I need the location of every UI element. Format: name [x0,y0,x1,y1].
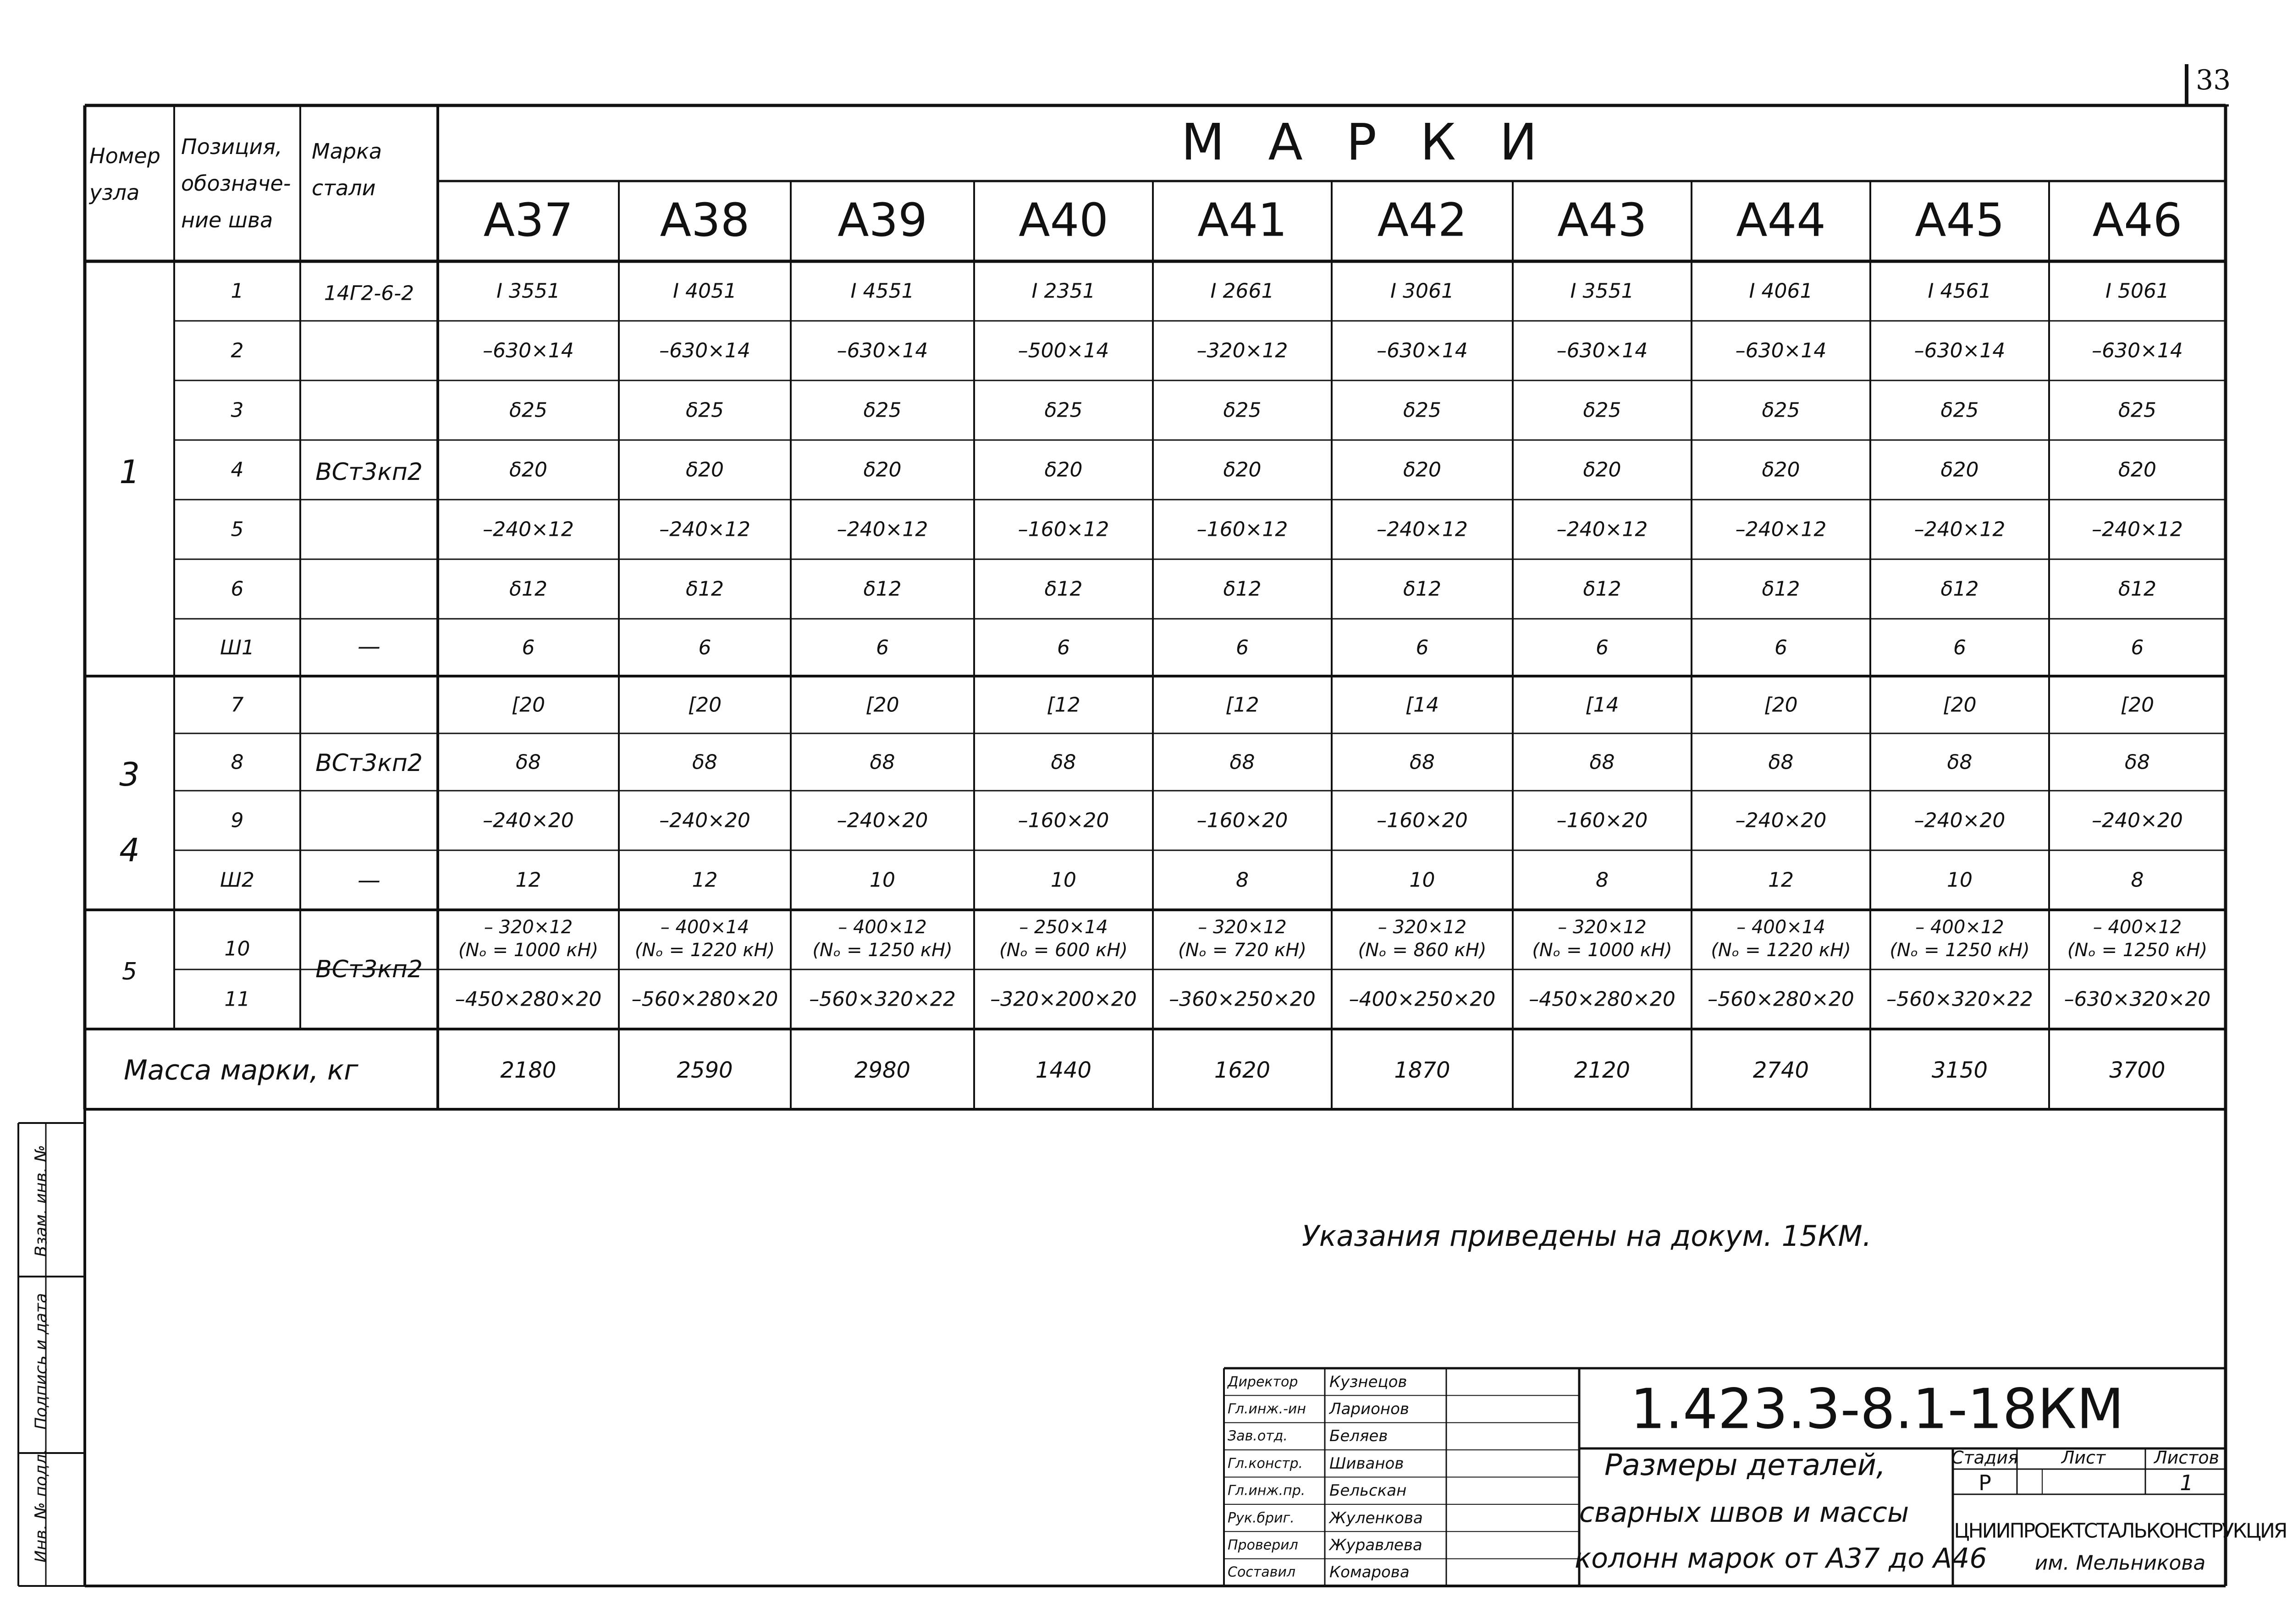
table-cell: δ12 [1223,577,1262,601]
node-number: 1 [119,453,140,491]
header-steel: Марка стали [312,139,382,200]
table-cell: –630×320×20 [2064,987,2211,1011]
mass-value: 1870 [1394,1057,1450,1083]
mark-header: А43 [1557,193,1647,247]
table-cell: –450×280×20 [1529,987,1675,1011]
table-cell: 6 [1953,636,1966,659]
table-cell: –240×20 [483,809,574,832]
table-cell: –630×14 [659,339,750,363]
steel-grade: 14Г2-6-2 [324,281,414,305]
stage-label: Стадия [1951,1448,2018,1468]
table-cell: –240×12 [1377,517,1468,541]
mass-value: 2180 [500,1057,557,1083]
table-cell: [20 [511,693,546,716]
table-cell: [12 [1225,693,1259,716]
table-cell: δ25 [1223,398,1262,422]
table-cell: δ25 [686,398,724,422]
table-cell: –560×320×22 [809,987,956,1011]
table-cell: δ20 [2118,458,2156,482]
table-cell: –630×14 [1556,339,1648,363]
doc-title-3: колонн марок от А37 до А46 [1575,1542,1987,1574]
marks-title: М А Р К И [1181,113,1551,171]
table-cell: 6 [1057,636,1070,659]
table-cell: I 4551 [850,279,915,303]
table-cell: I 2351 [1031,279,1096,303]
table-cell: δ25 [509,398,547,422]
table-cell: –160×20 [1377,809,1468,832]
stamp-role: Гл.констр. [1228,1455,1303,1472]
table-cell: [20 [688,693,722,716]
stamp-role: Гл.инж.пр. [1228,1482,1306,1499]
table-cell-note: (Nₒ = 1220 кН) [1711,940,1851,961]
table-cell: δ8 [1768,750,1794,774]
node-number: 3 [119,756,140,793]
table-cell-note: (Nₒ = 1000 кН) [458,940,599,961]
table-cell: δ8 [1051,750,1076,774]
table-cell: –630×14 [1735,339,1827,363]
stamp-name: Шиванов [1329,1454,1404,1473]
sheets-value: 1 [2180,1470,2193,1495]
side-label-sign: Подпись и дата [32,1293,51,1430]
table-cell: I 2661 [1210,279,1274,303]
table-cell: δ25 [1940,398,1979,422]
mark-header: А41 [1197,193,1287,247]
position-cell: 8 [231,750,244,774]
stamp-role: Директор [1228,1374,1298,1390]
table-cell: I 5061 [2105,279,2169,303]
table-cell: I 4061 [1749,279,1813,303]
table-cell: [14 [1405,693,1439,716]
table-cell: δ20 [863,458,902,482]
stamp-role: Зав.отд. [1228,1428,1288,1444]
table-cell: δ25 [863,398,902,422]
position-cell: Ш2 [220,868,255,892]
table-cell: δ20 [1583,458,1621,482]
table-cell: –630×14 [837,339,928,363]
table-cell: 10 [1409,868,1435,892]
table-cell: –320×12 [1196,339,1288,363]
table-cell: 6 [522,636,535,659]
table-cell: – 400×14 [1736,917,1825,938]
table-cell: δ8 [1410,750,1435,774]
steel-grade: ВСт3кп2 [315,749,423,777]
table-cell: δ8 [516,750,541,774]
side-label-inv: Инв. № подл. [32,1448,51,1563]
table-cell: –560×320×22 [1886,987,2033,1011]
table-cell: δ12 [509,577,547,601]
doc-title-1: Размеры деталей, [1604,1448,1886,1482]
table-cell: [20 [2120,693,2155,716]
table-cell: – 400×14 [660,917,749,938]
table-cell: 10 [870,868,895,892]
mark-header: А37 [483,193,573,247]
table-cell: 6 [1774,636,1787,659]
table-cell-note: (Nₒ = 1250 кН) [1890,940,2030,961]
table-cell-note: (Nₒ = 720 кН) [1178,940,1306,961]
table-cell: δ8 [870,750,895,774]
header-node-no: Номер узла [89,143,160,205]
table-cell: I 3551 [496,279,560,303]
table-cell: δ20 [686,458,724,482]
position-cell: 1 [231,279,244,303]
table-cell: – 400×12 [2093,917,2182,938]
table-cell: δ12 [1940,577,1979,601]
table-cell: δ8 [1229,750,1255,774]
table-cell-note: (Nₒ = 1000 кН) [1532,940,1672,961]
table-cell: –240×20 [837,809,928,832]
table-cell: –560×280×20 [631,987,778,1011]
position-cell: Ш1 [220,636,255,659]
stamp-name: Беляев [1329,1427,1388,1446]
table-cell: [20 [1943,693,1977,716]
mark-header: А44 [1736,193,1826,247]
table-cell: δ25 [1044,398,1083,422]
table-cell-note: (Nₒ = 1250 кН) [812,940,953,961]
org-name-2: им. Мельникова [2034,1551,2206,1575]
steel-grade: ВСт3кп2 [315,956,423,983]
org-name: ЦНИИПРОЕКТСТАЛЬКОНСТРУКЦИЯ [1954,1519,2287,1543]
table-cell: δ12 [1044,577,1083,601]
mass-value: 1440 [1035,1057,1092,1083]
table-cell: δ25 [1762,398,1800,422]
mark-header: А38 [660,193,750,247]
table-cell: –240×20 [1914,809,2006,832]
table-cell: δ20 [509,458,547,482]
steel-grade: ВСт3кп2 [315,458,423,486]
table-cell: –630×14 [483,339,574,363]
sheets-label: Листов [2154,1448,2219,1468]
table-cell: δ25 [1403,398,1441,422]
table-cell: – 320×12 [484,917,573,938]
table-cell: [20 [1764,693,1798,716]
table-cell: 8 [2131,868,2144,892]
table-cell: [20 [865,693,899,716]
table-cell: 8 [1236,868,1249,892]
table-cell: –160×20 [1196,809,1288,832]
mass-value: 3700 [2109,1057,2166,1083]
table-cell: 12 [1768,868,1794,892]
table-cell: 10 [1051,868,1076,892]
table-cell: –240×12 [1556,517,1648,541]
table-cell: δ20 [1940,458,1979,482]
stamp-role: Проверил [1228,1537,1298,1553]
table-cell: –630×14 [1914,339,2006,363]
mass-value: 1620 [1214,1057,1271,1083]
table-cell: 6 [698,636,711,659]
table-cell: –240×12 [659,517,750,541]
table-cell: 6 [876,636,889,659]
mass-value: 2980 [854,1057,911,1083]
table-cell: –160×12 [1196,517,1288,541]
table-cell: δ25 [2118,398,2156,422]
table-cell: 12 [692,868,718,892]
node-number: 5 [121,958,138,985]
table-cell: δ8 [692,750,717,774]
table-cell: –630×14 [1377,339,1468,363]
position-cell: 4 [231,458,244,482]
table-cell: δ12 [2118,577,2156,601]
table-cell: –160×20 [1556,809,1648,832]
table-cell: – 400×12 [838,917,927,938]
table-cell: δ8 [1589,750,1615,774]
table-cell: δ12 [1762,577,1800,601]
table-cell: –450×280×20 [455,987,602,1011]
table-cell: – 320×12 [1198,917,1287,938]
position-cell: 3 [231,398,244,422]
stamp-name: Жуленкова [1329,1508,1423,1527]
node-number: 4 [119,831,140,869]
header-position: Позиция, обозначе- ние шва [181,134,291,232]
table-cell: δ12 [1583,577,1621,601]
table-cell: –320×200×20 [990,987,1137,1011]
table-cell: [14 [1585,693,1619,716]
mass-value: 3150 [1931,1057,1988,1083]
mark-header: А45 [1915,193,2005,247]
stamp-role: Рук.бриг. [1228,1510,1295,1526]
table-cell: –240×12 [1914,517,2006,541]
table-cell-note: (Nₒ = 1220 кН) [634,940,775,961]
position-cell: 6 [231,577,244,601]
table-cell: 10 [1947,868,1973,892]
table-cell: –360×250×20 [1169,987,1316,1011]
position-cell: 2 [231,339,244,363]
side-label-swap: Взам. инв. № [32,1145,51,1257]
stamp-name: Бельскан [1329,1481,1407,1500]
table-cell: – 320×12 [1558,917,1647,938]
table-cell-note: (Nₒ = 1250 кН) [2067,940,2208,961]
table-cell: –240×20 [2092,809,2183,832]
table-cell: δ12 [863,577,902,601]
table-cell: –630×14 [2092,339,2183,363]
doc-code: 1.423.3-8.1-18КМ [1630,1377,2124,1442]
table-cell: – 400×12 [1915,917,2004,938]
stamp-name: Ларионов [1329,1400,1409,1419]
table-cell: – 320×12 [1378,917,1467,938]
table-cell: –400×250×20 [1349,987,1496,1011]
table-cell: I 4561 [1928,279,1992,303]
mark-header: А46 [2092,193,2182,247]
note-text: Указания приведены на докум. 15КМ. [1302,1219,1872,1253]
stamp-name: Кузнецов [1329,1372,1407,1391]
position-cell: 11 [224,987,250,1011]
table-cell: δ8 [2125,750,2150,774]
table-cell: –560×280×20 [1708,987,1854,1011]
position-cell: 7 [231,693,244,716]
table-cell: –240×12 [483,517,574,541]
table-cell: δ12 [1403,577,1441,601]
mark-header: А40 [1019,193,1108,247]
table-cell: –240×20 [659,809,750,832]
table-cell: δ25 [1583,398,1621,422]
table-cell: δ20 [1762,458,1800,482]
table-cell-note: (Nₒ = 860 кН) [1358,940,1487,961]
table-cell: – 250×14 [1019,917,1108,938]
table-cell: δ12 [686,577,724,601]
mark-header: А42 [1377,193,1467,247]
table-cell: δ20 [1044,458,1083,482]
table-cell: –160×12 [1018,517,1109,541]
table-cell: –240×12 [837,517,928,541]
position-cell: 9 [231,809,244,832]
mass-value: 2590 [677,1057,733,1083]
table-cell: δ20 [1223,458,1262,482]
position-cell: 10 [224,937,250,961]
table-cell: –240×20 [1735,809,1827,832]
stamp-name: Журавлева [1329,1536,1422,1554]
table-cell: 6 [1416,636,1429,659]
mass-value: 2740 [1752,1057,1809,1083]
mark-header: А39 [838,193,927,247]
dash-cell: — [358,633,380,660]
stage-value: Р [1978,1470,1991,1495]
table-cell: 6 [2131,636,2144,659]
table-cell: 6 [1236,636,1249,659]
table-cell: 12 [515,868,541,892]
sheet-label: Лист [2061,1448,2106,1468]
table-cell: I 3061 [1390,279,1454,303]
table-cell-note: (Nₒ = 600 кН) [999,940,1128,961]
stamp-name: Комарова [1329,1563,1410,1582]
table-cell: –160×20 [1018,809,1109,832]
table-cell: –240×12 [1735,517,1827,541]
stamp-role: Составил [1228,1564,1296,1580]
table-cell: –240×12 [2092,517,2183,541]
table-cell: –500×14 [1018,339,1109,363]
mass-label: Масса марки, кг [124,1054,358,1086]
page-number: 33 [2196,64,2231,96]
mass-value: 2120 [1574,1057,1631,1083]
table-cell: 6 [1596,636,1609,659]
doc-title-2: сварных швов и массы [1579,1497,1909,1529]
table-cell: δ8 [1947,750,1973,774]
stamp-role: Гл.инж.-ин [1228,1401,1306,1417]
table-cell: δ20 [1403,458,1441,482]
table-cell: 8 [1596,868,1609,892]
table-cell: I 4051 [673,279,737,303]
position-cell: 5 [231,517,244,541]
table-cell: [12 [1047,693,1080,716]
dash-cell: — [358,867,380,893]
table-cell: I 3551 [1570,279,1634,303]
